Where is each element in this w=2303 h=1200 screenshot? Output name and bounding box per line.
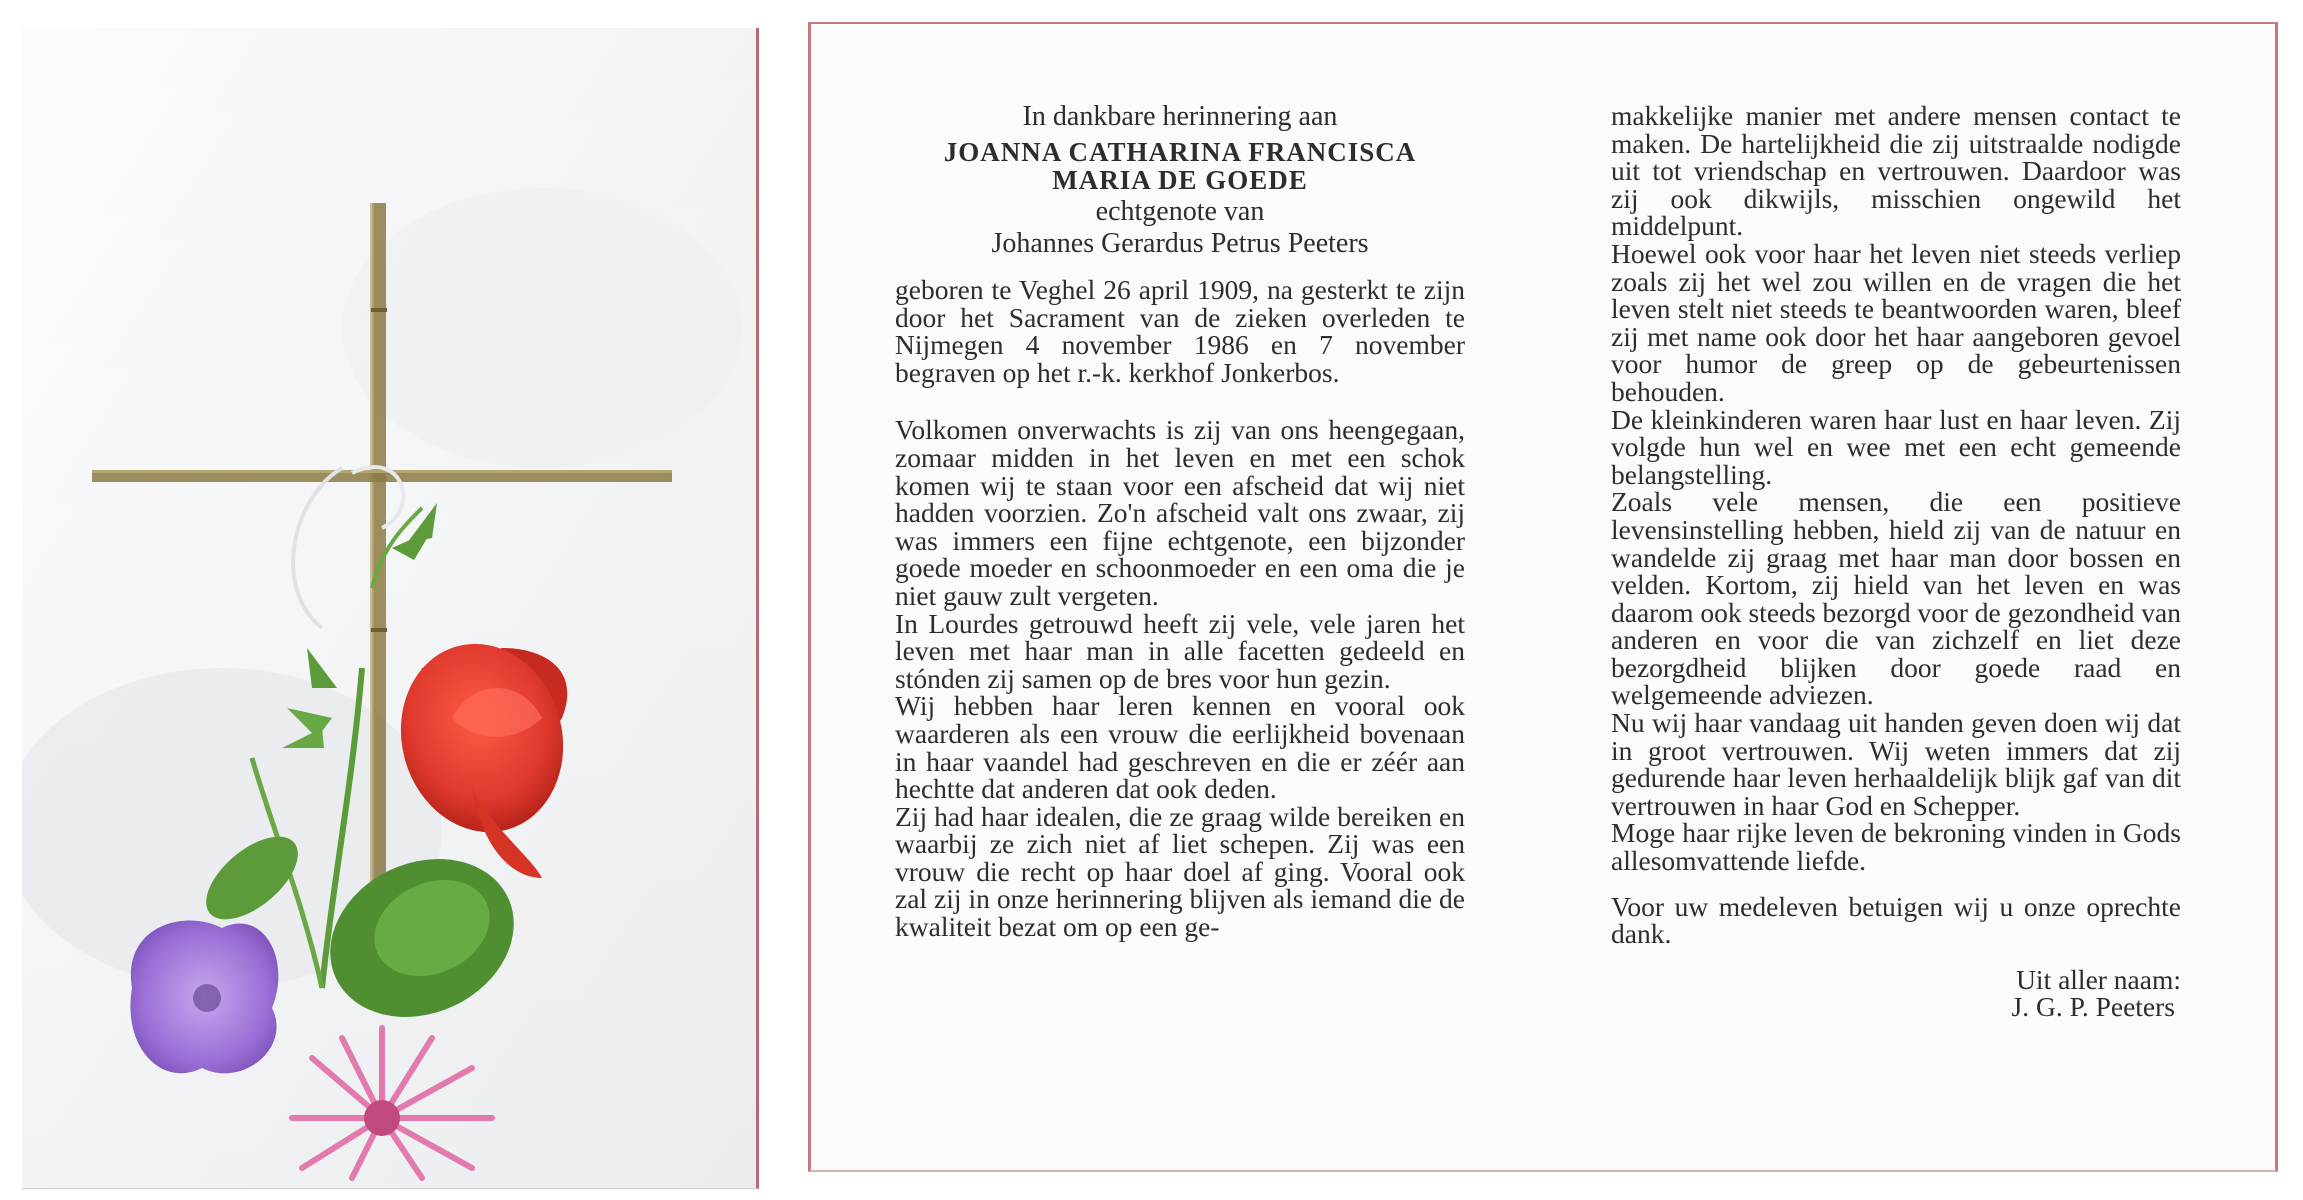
- spouse-name: Johannes Gerardus Petrus Peeters: [991, 228, 1369, 259]
- spouse-label: echtgenote van: [1095, 196, 1265, 227]
- photo-illustration: [22, 28, 756, 1188]
- signature-name: J. G. P. Peeters: [2011, 991, 2175, 1023]
- right-column: [1611, 102, 2181, 1021]
- left-paragraph: In Lourdes getrouwd heeft zij vele, vele jaren het leven met haar man in alle facetten gedeeld en stónden zij samen op de bres voor hun gezin.: [895, 607, 1465, 694]
- right-paragraph: Zoals vele mensen, die een positieve levensinstelling hebben, hield zij van de natuur en wandelde zij graag met haar man door bossen en velden. Kortom, zij hield van het leven en was daarom ook steeds bezorgd voor de gezondheid van anderen en voor die van zichzelf en liet deze bezorgdheid blijken door goede raad en welgemeende adviezen.: [1611, 486, 2181, 711]
- signature-block: [1611, 963, 2181, 1023]
- signature-label: Uit aller naam:: [2016, 963, 2181, 995]
- memorial-photo-card: [22, 28, 759, 1189]
- right-paragraph: makkelijke manier met andere mensen contact te maken. De hartelijkheid die zij uitstraalde nodigde uit tot vriendschap en vertrouwen. Daardoor was zij ook dikwijls, misschien ongewild het middelpunt.: [1611, 100, 2181, 242]
- right-paragraph: De kleinkinderen waren haar lust en haar leven. Zij volgde hun wel en wee met een echt gemeende belangstelling.: [1611, 403, 2181, 490]
- birth-death-paragraph: geboren te Veghel 26 april 1909, na gesterkt te zijn door het Sacrament van de zieken overleden te Nijmegen 4 november 1986 en 7 november begraven op het r.-k. kerkhof Jonkerbos.: [895, 274, 1465, 388]
- left-paragraph: Wij hebben haar leren kennen en vooral ook waarderen als een vrouw die eerlijkheid bovenaan in haar vaandel had geschreven en die er zéér aan hechtte dat anderen dat ook deden.: [895, 690, 1465, 805]
- right-paragraph: Nu wij haar vandaag uit handen geven doen wij dat in groot vertrouwen. Wij weten immers dat zij gedurende haar leven herhaaldelijk blijk gaf van dit vertrouwen in haar God en Schepper.: [1611, 707, 2181, 821]
- deceased-name-line-2: MARIA DE GOEDE: [1052, 165, 1308, 195]
- right-paragraph: Hoewel ook voor haar het leven niet steeds verliep zoals zij het wel zou willen en de vragen die het leven stelt niet steeds te beantwoorden waren, bleef zij met name ook door het haar aangeboren gevoel voor humor de greep op de gebeurtenissen behouden.: [1611, 237, 2181, 407]
- thanks-paragraph: Voor uw medeleven betuigen wij u onze oprechte dank.: [1611, 890, 2181, 950]
- deceased-name-line-1: JOANNA CATHARINA FRANCISCA: [943, 137, 1417, 167]
- left-paragraph: Volkomen onverwachts is zij van ons heengegaan, zomaar midden in het leven en met een schok komen wij te staan voor een afscheid dat wij niet hadden voorzien. Zo'n afscheid valt ons zwaar, zij was immers een fijne echtgenote, een bijzonder goede moeder en schoonmoeder en een oma die je niet gauw zult vergeten.: [895, 414, 1465, 611]
- purple-petunia-icon: [130, 921, 278, 1074]
- left-paragraph: Zij had haar idealen, die ze graag wilde bereiken en waarbij ze zich niet af liet schepen. Zij was een vrouw die recht op haar doel af ging. Vooral ook zal zij in onze herinnering blijven als iemand die de kwaliteit bezat om op een ge-: [895, 800, 1465, 943]
- left-column: [895, 102, 1465, 941]
- memorial-text-card: [808, 22, 2278, 1172]
- heading: In dankbare herinnering aan: [1022, 101, 1338, 132]
- right-paragraph: Moge haar rijke leven de bekroning vinden in Gods allesomvattende liefde.: [1611, 817, 2181, 877]
